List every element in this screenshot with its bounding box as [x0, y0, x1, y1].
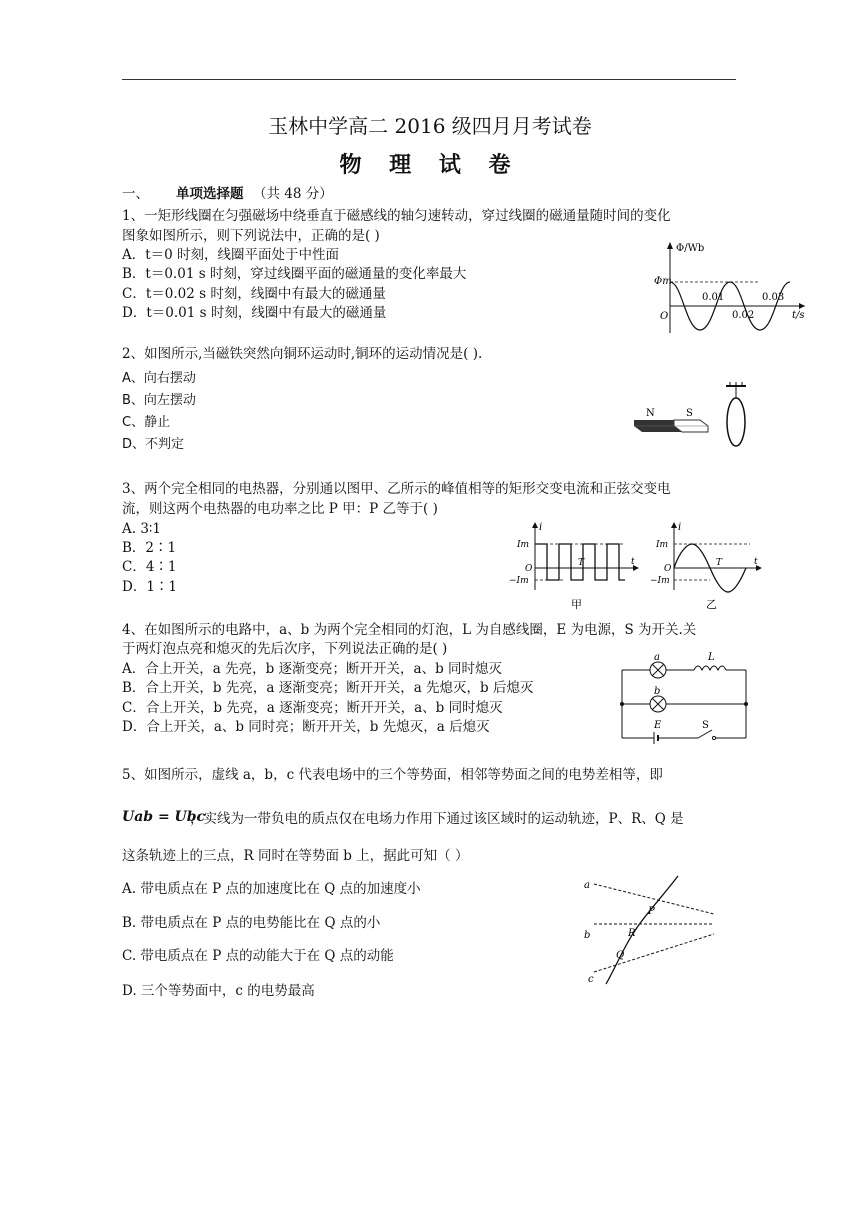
q3-square-wave-graph	[505, 520, 645, 615]
q5-stem-line2: ，实线为一带负电的质点仅在电场力作用下通过该区域时的运动轨迹，P、R、Q 是	[190, 811, 684, 827]
magnet-n-label: N	[646, 408, 655, 419]
q3b-neg-im-label: −Im	[650, 576, 670, 586]
q4-option-c: C．合上开关，b 先亮，a 逐渐变亮；断开开关，a、b 同时熄灭	[122, 700, 503, 716]
q3a-t-label: t	[631, 557, 635, 567]
section-number: 一、	[122, 186, 149, 202]
q4-circuit-diagram	[618, 648, 754, 746]
q5-stem-line3: 这条轨迹上的三点，R 同时在等势面 b 上，据此可知（ ）	[122, 848, 469, 864]
q3b-origin-label: O	[664, 564, 672, 574]
q1-stem-line2: 图象如图所示，则下列说法中，正确的是( )	[122, 228, 380, 244]
q5-option-d: D. 三个等势面中，c 的电势最高	[122, 983, 315, 999]
q1-option-a: A．t＝0 时刻，线圈平面处于中性面	[122, 247, 340, 263]
q1-graph-t2: 0.02	[732, 310, 755, 321]
section-points: （共 48 分）	[253, 186, 333, 202]
magnet-s-label: S	[686, 408, 693, 419]
label-a: a	[584, 880, 590, 891]
inductor-L-label: L	[708, 652, 715, 663]
section-title: 单项选择题	[176, 186, 244, 202]
q1-graph-origin: O	[660, 311, 669, 322]
subject-title: 物 理 试 卷	[339, 152, 521, 178]
q5-equipotential-figure	[578, 872, 718, 990]
q4-option-a: A．合上开关，a 先亮，b 逐渐变亮；断开开关，a、b 同时熄灭	[122, 661, 503, 677]
q1-option-b: B．t＝0.01 s 时刻，穿过线圈平面的磁通量的变化率最大	[122, 266, 467, 282]
q3a-i-label: i	[539, 522, 543, 533]
q1-graph-t1: 0.01	[702, 292, 725, 303]
q2-option-a: A、向右摆动	[122, 371, 196, 386]
q3-option-a: A. 3∶1	[122, 521, 162, 537]
q3-option-c: C．4∶1	[122, 559, 177, 575]
label-b: b	[584, 930, 591, 941]
q3b-caption: 乙	[706, 598, 717, 611]
q1-stem-line1: 1、一矩形线圈在匀强磁场中绕垂直于磁感线的轴匀速转动，穿过线圈的磁通量随时间的变化	[122, 208, 671, 224]
q1-graph-ylabel: Φ/Wb	[676, 243, 705, 254]
q2-option-d: D、不判定	[122, 437, 185, 452]
q1-option-c: C．t＝0.02 s 时刻，线圈中有最大的磁通量	[122, 286, 386, 302]
q1-graph-xlabel: t/s	[792, 310, 805, 321]
q3a-neg-im-label: −Im	[509, 576, 529, 586]
lamp-b-label: b	[654, 686, 661, 697]
q3b-i-label: i	[678, 522, 682, 533]
q1-flux-graph	[650, 238, 810, 338]
q2-option-b: B、向左摆动	[122, 393, 196, 408]
q5-stem-line1: 5、如图所示，虚线 a，b，c 代表电场中的三个等势面，相邻等势面之间的电势差相等，即	[122, 767, 663, 783]
label-R: R	[628, 928, 636, 939]
label-Q: Q	[616, 950, 625, 961]
particle-trajectory	[606, 876, 678, 984]
q3-sine-wave-graph	[650, 520, 770, 615]
q4-stem-line2: 于两灯泡点亮和熄灭的先后次序，下列说法正确的是( )	[122, 641, 448, 657]
q3-stem-line2: 流，则这两个电热器的电功率之比 P 甲：P 乙等于( )	[122, 501, 438, 517]
q3b-t-label: t	[754, 557, 758, 567]
q3-option-b: B．2∶1	[122, 540, 177, 556]
q3b-T-label: T	[716, 558, 723, 568]
q4-option-d: D．合上开关，a、b 同时亮；断开开关，b 先熄灭，a 后熄灭	[122, 719, 490, 735]
q5-formula: Uab = Ubc	[122, 809, 206, 825]
lamp-a-label: a	[654, 652, 660, 663]
q3a-T-label: T	[578, 558, 585, 568]
q1-graph-phim: Φm	[654, 276, 672, 287]
q3b-im-label: Im	[656, 540, 669, 550]
q4-stem-line1: 4、在如图所示的电路中，a、b 为两个完全相同的灯泡，L 为自感线圈，E 为电源，S 为开关.关	[122, 622, 697, 638]
surface-c	[594, 934, 714, 972]
copper-ring	[727, 398, 745, 446]
switch-S-label: S	[702, 720, 709, 731]
q5-option-b: B. 带电质点在 P 点的电势能比在 Q 点的小	[122, 915, 381, 931]
q2-stem: 2、如图所示,当磁铁突然向铜环运动时,铜环的运动情况是( ).	[122, 346, 483, 362]
q1-option-d: D．t＝0.01 s 时刻，线圈中有最大的磁通量	[122, 305, 387, 321]
q5-option-a: A. 带电质点在 P 点的加速度比在 Q 点的加速度小	[122, 881, 421, 897]
q3-stem-line1: 3、两个完全相同的电热器，分别通以图甲、乙所示的峰值相等的矩形交变电流和正弦交变电	[122, 481, 671, 497]
q3-option-d: D．1∶1	[122, 579, 178, 595]
q1-graph-t3: 0.03	[762, 292, 785, 303]
exam-title: 玉林中学高二 2016 级四月月考试卷	[268, 114, 592, 138]
q2-option-c: C、静止	[122, 415, 171, 430]
q4-option-b: B．合上开关，b 先亮，a 逐渐变亮；断开开关，a 先熄灭，b 后熄灭	[122, 680, 534, 696]
label-c: c	[588, 974, 594, 985]
top-rule	[122, 79, 736, 80]
q2-magnet-ring-figure	[630, 380, 760, 450]
q3a-origin-label: O	[525, 564, 533, 574]
q3a-im-label: Im	[517, 540, 530, 550]
label-P: P	[648, 906, 655, 917]
q5-option-c: C. 带电质点在 P 点的动能大于在 Q 点的动能	[122, 948, 394, 964]
source-E-label: E	[654, 720, 662, 731]
q3a-caption: 甲	[571, 598, 582, 611]
